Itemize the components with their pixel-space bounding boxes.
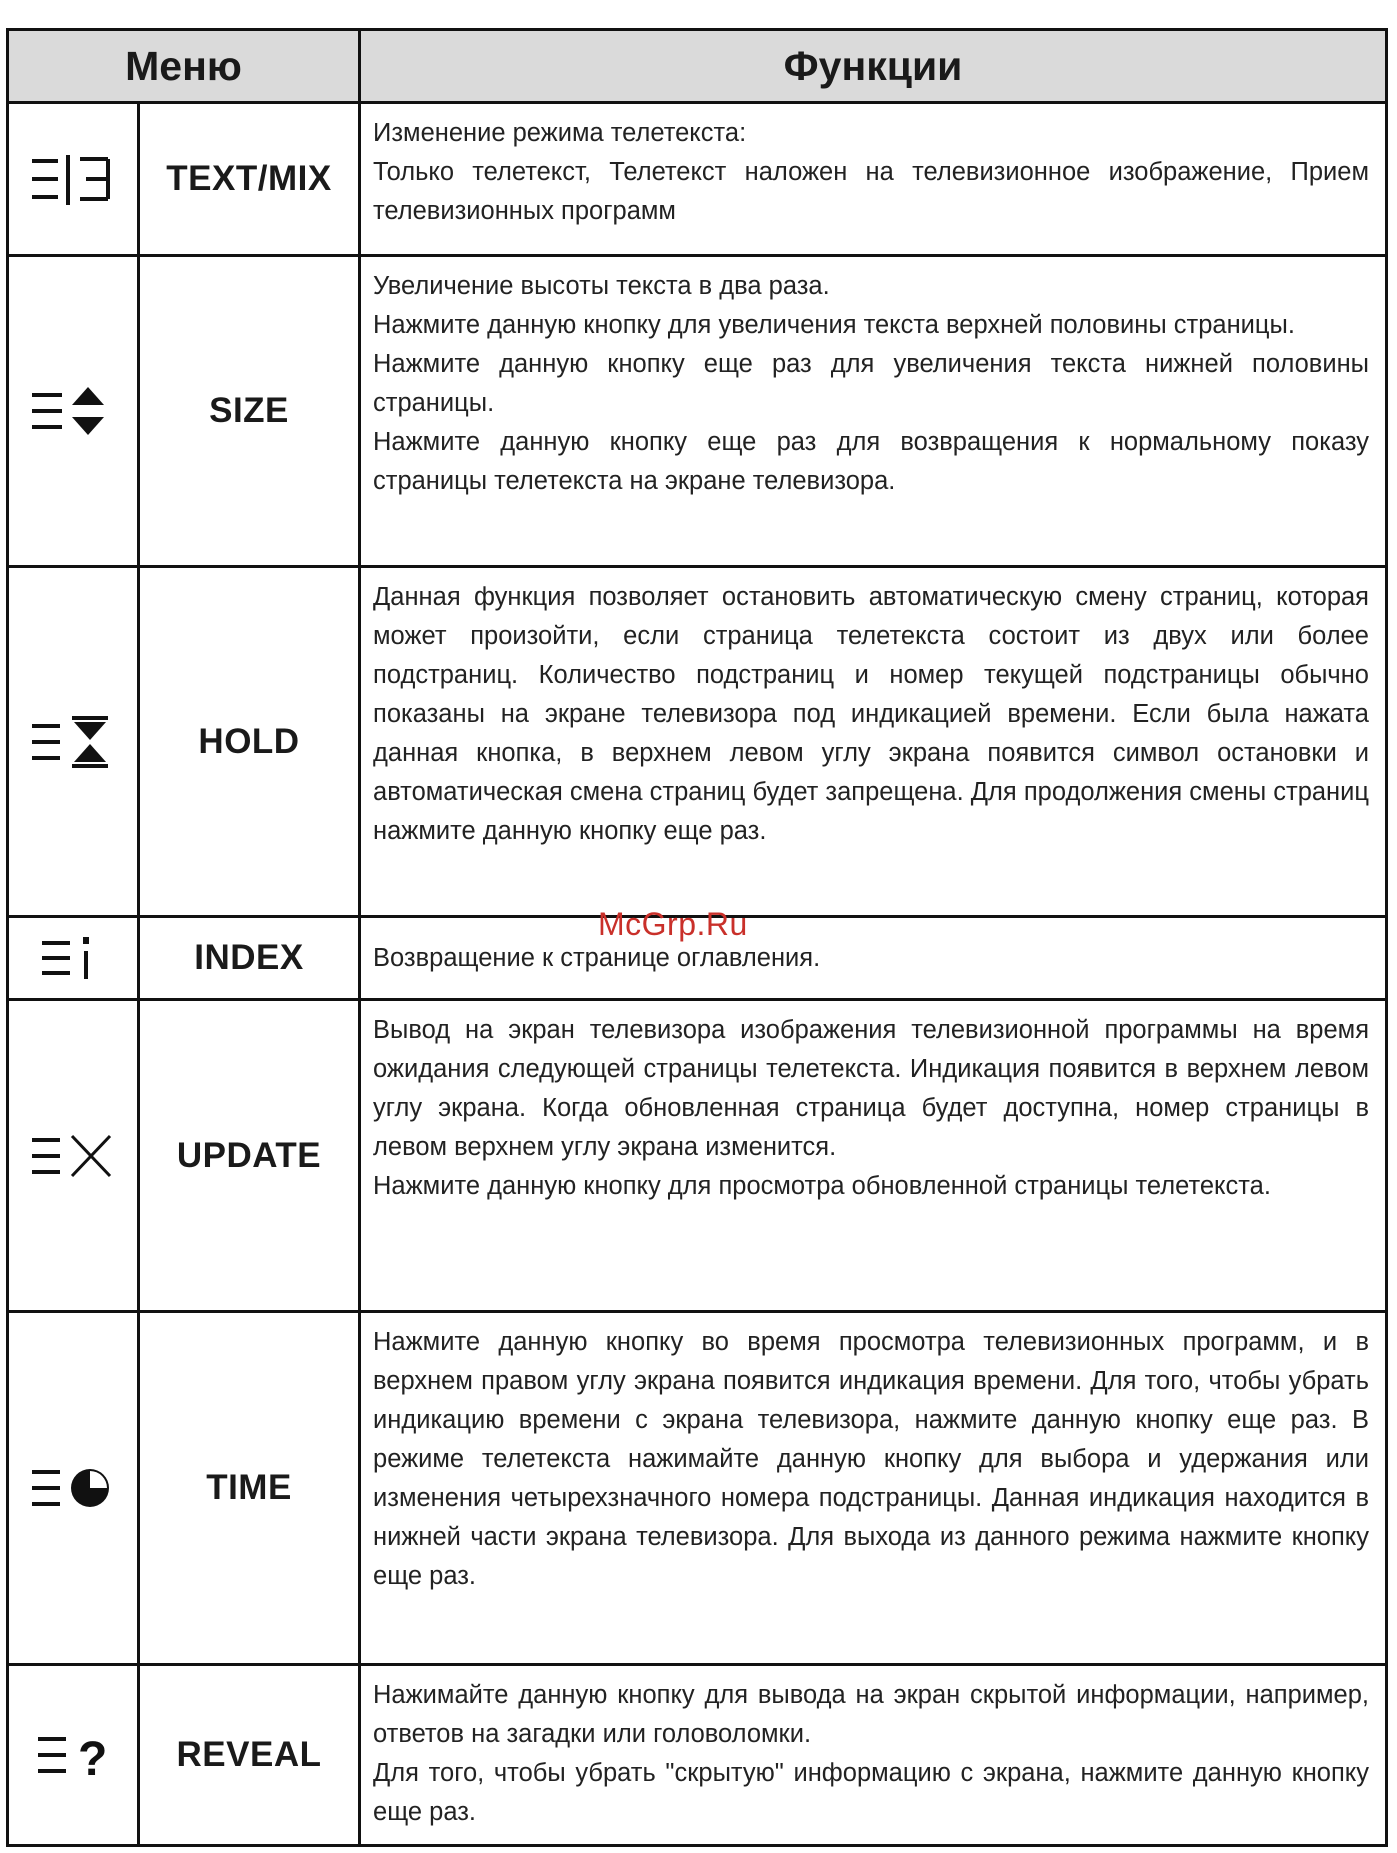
description-paragraph: Только телетекст, Телетекст наложен на телевизионное изображение, Прием телевизионных программ [373,158,1369,225]
description-paragraph: Нажмите данную кнопку для увеличения текста верхней половины страницы. [373,311,1295,339]
function-description [360,917,1387,1000]
hold-icon [28,733,118,750]
icon-cell [8,1312,139,1665]
icon-cell [8,256,139,567]
description-paragraph: Нажмите данную кнопку еще раз для возвращения к нормальному показу страницы телетекста на экране телевизора. [373,428,1369,495]
time-icon [28,1479,118,1496]
update-icon [28,1147,118,1164]
function-description [360,1665,1387,1846]
function-name: HOLD [139,567,360,917]
svg-text:?: ? [78,1733,108,1783]
function-description [360,567,1387,917]
description-paragraph: Нажмите данную кнопку для просмотра обновленной страницы телетекста. [373,1172,1271,1200]
function-name: TIME [139,1312,360,1665]
functions-column-header: Функции [360,30,1387,103]
table-header-row [8,30,1387,103]
table-row [8,1312,1387,1665]
description-paragraph: Для того, чтобы убрать "скрытую" информацию с экрана, нажмите данную кнопку еще раз. [373,1759,1369,1826]
icon-cell [8,917,139,1000]
icon-cell [8,1665,139,1846]
reveal-icon [28,1733,118,1783]
function-name: REVEAL [139,1665,360,1846]
icon-cell [8,1000,139,1312]
icon-cell [8,567,139,917]
table-row [8,567,1387,917]
function-name: INDEX [139,917,360,1000]
description-paragraph: Изменение режима телетекста: [373,119,747,147]
watermark-text: McGrp.Ru [598,906,748,942]
function-name: TEXT/MIX [139,103,360,256]
function-name: SIZE [139,256,360,567]
menu-column-header: Меню [8,30,360,103]
description-paragraph: Нажмите данную кнопку во время просмотра телевизионных программ, и в верхнем правом углу экрана появится индикация времени. Для того, чтобы убрать индикацию времени с экрана телевизора, нажмите данную кнопку еще раз. В режиме телетекста нажимайте данную кнопку для выбора и удержания или изменения четырехзначного номера подстраницы. Данная индикация находится в нижней части экрана телевизора. Для выхода из данного режима нажмите кнопку еще раз. [373,1328,1369,1590]
description-paragraph: Возвращение к странице оглавления. [373,943,821,972]
description-paragraph: Увеличение высоты текста в два раза. [373,272,830,300]
function-description [360,1312,1387,1665]
description-paragraph: Вывод на экран телевизора изображения телевизионной программы на время ожидания следующей страницы телетекста. Индикация появится в верхнем левом углу экрана. Когда обновленная страница будет доступна, номер страницы в левом верхнем углу экрана изменится. [373,1016,1369,1161]
function-name: UPDATE [139,1000,360,1312]
description-paragraph: Нажмите данную кнопку еще раз для увеличения текста нижней половины страницы. [373,350,1369,417]
description-paragraph: Данная функция позволяет остановить автоматическую смену страниц, которая может произойти, если страница телетекста состоит из двух или более подстраниц. Количество подстраниц и номер текущей подстраницы обычно показаны на экране телевизора под индикацией времени. Если была нажата данная кнопка, в верхнем левом углу экрана появится символ остановки и автоматическая смена страниц будет запрещена. Для продолжения смены страниц нажмите данную кнопку еще раз. [373,583,1369,845]
function-description [360,103,1387,256]
function-description [360,256,1387,567]
size-icon [28,402,118,419]
description-paragraph: Нажимайте данную кнопку для вывода на экран скрытой информации, например, ответов на загадки или головоломки. [373,1681,1369,1748]
table-row [8,1665,1387,1846]
function-description [360,1000,1387,1312]
icon-cell [8,103,139,256]
table-row [8,1000,1387,1312]
table-row [8,256,1387,567]
text-mix-icon [28,170,118,187]
table-row [8,103,1387,256]
index-icon [28,949,118,966]
